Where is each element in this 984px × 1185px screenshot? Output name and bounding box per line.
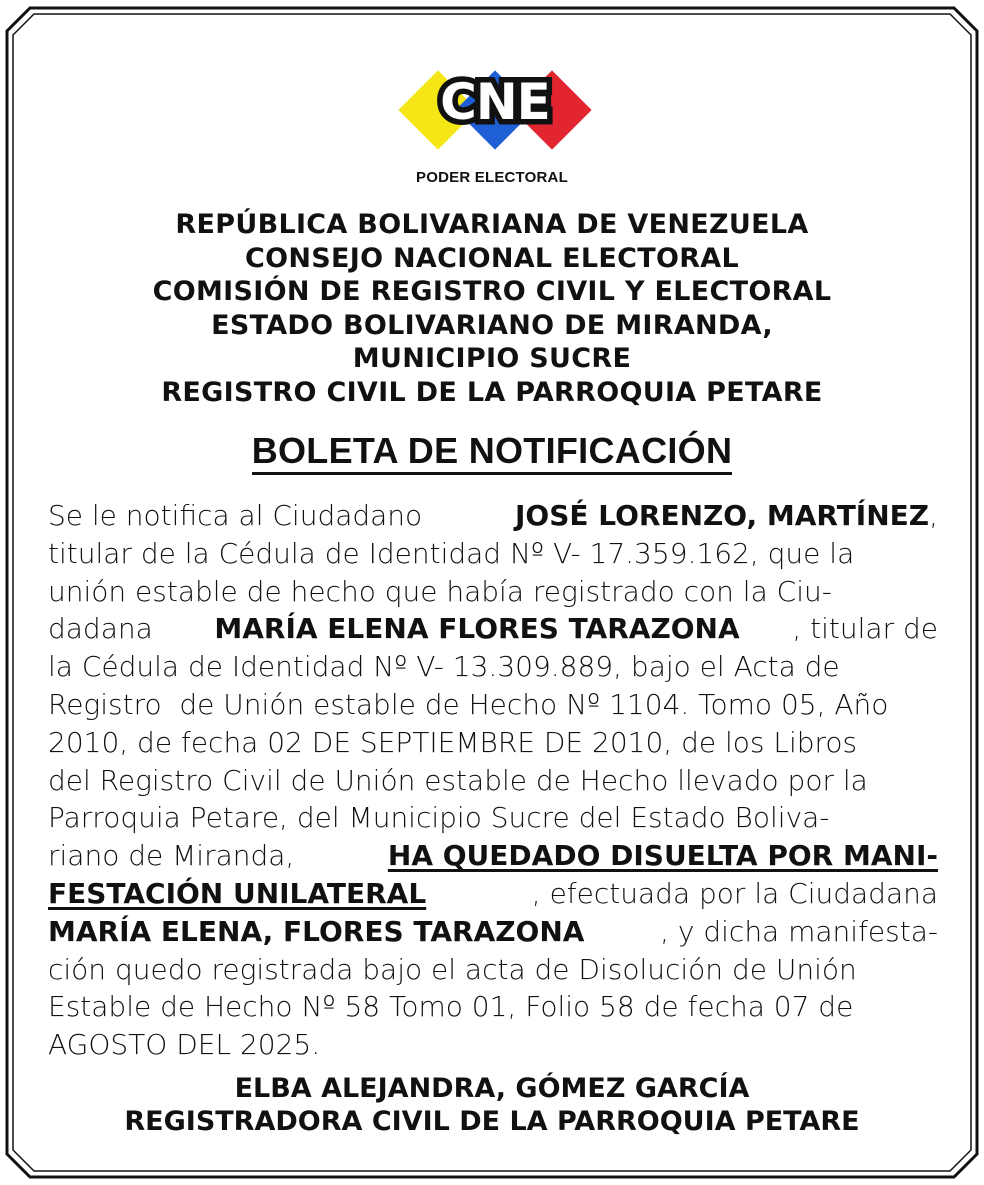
body-line (48, 610, 938, 648)
header-line: MUNICIPIO SUCRE (352, 343, 632, 374)
body-line (48, 724, 938, 762)
body-line (48, 686, 938, 724)
body-text: Estable de Hecho Nº 58 Tomo 01, Folio 58 de fecha 07 de (48, 990, 854, 1024)
header-line: REGISTRO CIVIL DE LA PARROQUIA PETARE (161, 376, 823, 408)
logo-text: CNE (440, 73, 550, 131)
body-text: del Registro Civil de Unión estable de Hecho llevado por la (48, 763, 868, 797)
body-line (48, 837, 938, 875)
body-text: unión estable de hecho que había registrado con la Ciu- (48, 574, 832, 608)
body-text: ción quedo registrada bajo el acta de Disolución de Unión (48, 952, 857, 986)
body-text: , titular de (792, 612, 938, 646)
body-line (48, 762, 938, 800)
body-text: Se le notifica al Ciudadano (48, 499, 432, 532)
cne-logo (390, 44, 600, 162)
body-line (48, 913, 938, 951)
body-text: , efectuada por la Ciudadana (531, 876, 938, 910)
body-text: Registro de Unión estable de Hecho Nº 1104. Tomo 05, Año (48, 687, 889, 721)
dissolution-statement: FESTACIÓN UNILATERAL (48, 876, 427, 910)
header-line: CONSEJO NACIONAL ELECTORAL (244, 242, 740, 274)
partner-name: MARÍA ELENA FLORES TARAZONA (214, 612, 740, 646)
registrar-name: ELBA ALEJANDRA, GÓMEZ GARCÍA (234, 1073, 750, 1104)
notification-title (0, 430, 984, 472)
body-text: riano de Miranda, (48, 839, 304, 873)
body-text: AGOSTO DEL 2025. (48, 1028, 321, 1062)
header-line: ESTADO BOLIVARIANO DE MIRANDA, (211, 309, 773, 341)
poder-electoral-caption: PODER ELECTORAL (416, 169, 568, 186)
body-line (48, 535, 938, 573)
body-text: titular de la Cédula de Identidad Nº V- 17.359.162, que la (48, 536, 855, 570)
body-line (48, 988, 938, 1026)
body-text: , (929, 499, 938, 532)
body-text: dadana (48, 612, 162, 646)
body-line (48, 497, 938, 535)
body-text: Parroquia Petare, del Municipio Sucre del Estado Boliva- (48, 801, 830, 835)
body-line (48, 875, 938, 913)
body-line (48, 573, 938, 611)
header-line: COMISIÓN DE REGISTRO CIVIL Y ELECTORAL (152, 276, 832, 307)
header-line: REPÚBLICA BOLIVARIANA DE VENEZUELA (175, 209, 809, 240)
institution-header (0, 208, 984, 409)
body-line (48, 1026, 938, 1064)
notification-title-text: BOLETA DE NOTIFICACIÓN (252, 430, 733, 475)
partner-name: MARÍA ELENA, FLORES TARAZONA (48, 914, 585, 948)
body-line (48, 648, 938, 686)
citizen-name: JOSÉ LORENZO, MARTÍNEZ (514, 499, 930, 532)
dissolution-statement: HA QUEDADO DISUELTA POR MANI- (387, 839, 938, 873)
registrar-title: REGISTRADORA CIVIL DE LA PARROQUIA PETARE (124, 1106, 860, 1137)
body-text: , y dicha manifesta- (660, 914, 938, 948)
body-line (48, 799, 938, 837)
body-text: la Cédula de Identidad Nº V- 13.309.889, bajo el Acta de (48, 650, 840, 684)
body-line (48, 951, 938, 989)
notification-body (48, 497, 938, 1064)
signature-block (0, 1072, 984, 1138)
body-text: 2010, de fecha 02 DE SEPTIEMBRE DE 2010, de los Libros (48, 725, 858, 759)
